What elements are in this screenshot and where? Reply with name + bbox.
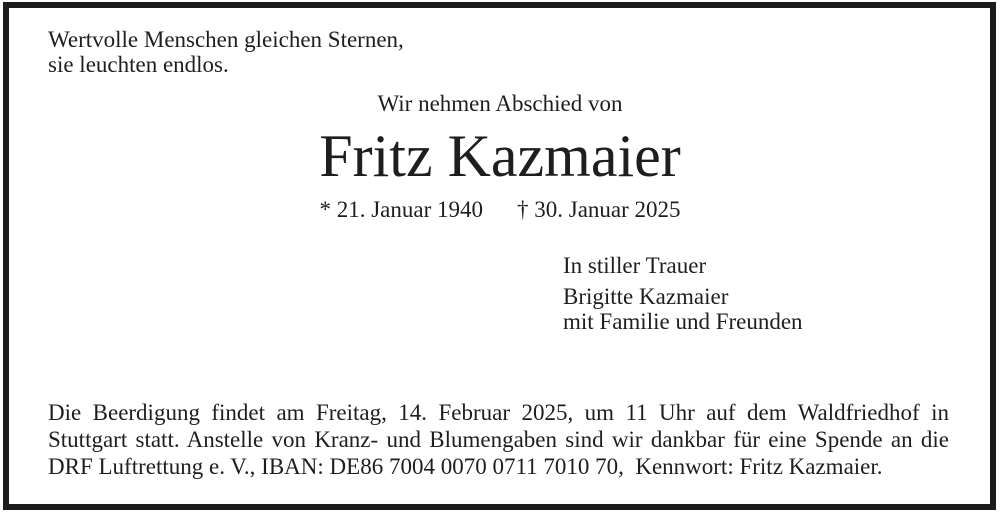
mourners-block [563, 253, 803, 334]
funeral-details-line-2: Stuttgart statt. Anstelle von Kranz- und Blumengaben sind wir dankbar für eine Spende an die [48, 427, 949, 452]
funeral-details-line-3: DRF Luftrettung e. V., IBAN: DE86 7004 0070 0711 7010 70, Kennwort: Fritz Kazmaier. [48, 454, 883, 479]
farewell-intro: Wir nehmen Abschied von [377, 91, 623, 116]
funeral-details [48, 399, 949, 480]
deceased-name: Fritz Kazmaier [319, 123, 681, 189]
epigraph [48, 27, 404, 77]
birth-date: * 21. Januar 1940 [319, 197, 483, 222]
life-dates [0, 197, 1000, 222]
mourner-family: mit Familie und Freunden [563, 309, 803, 334]
mourning-heading: In stiller Trauer [563, 253, 707, 278]
epigraph-line-1: Wertvolle Menschen gleichen Sternen, [48, 27, 404, 52]
mourner-name: Brigitte Kazmaier [563, 284, 729, 309]
epigraph-line-2: sie leuchten endlos. [48, 52, 229, 77]
death-date: † 30. Januar 2025 [517, 197, 681, 222]
funeral-details-line-1: Die Beerdigung findet am Freitag, 14. Februar 2025, um 11 Uhr auf dem Waldfriedhof in [48, 400, 949, 425]
